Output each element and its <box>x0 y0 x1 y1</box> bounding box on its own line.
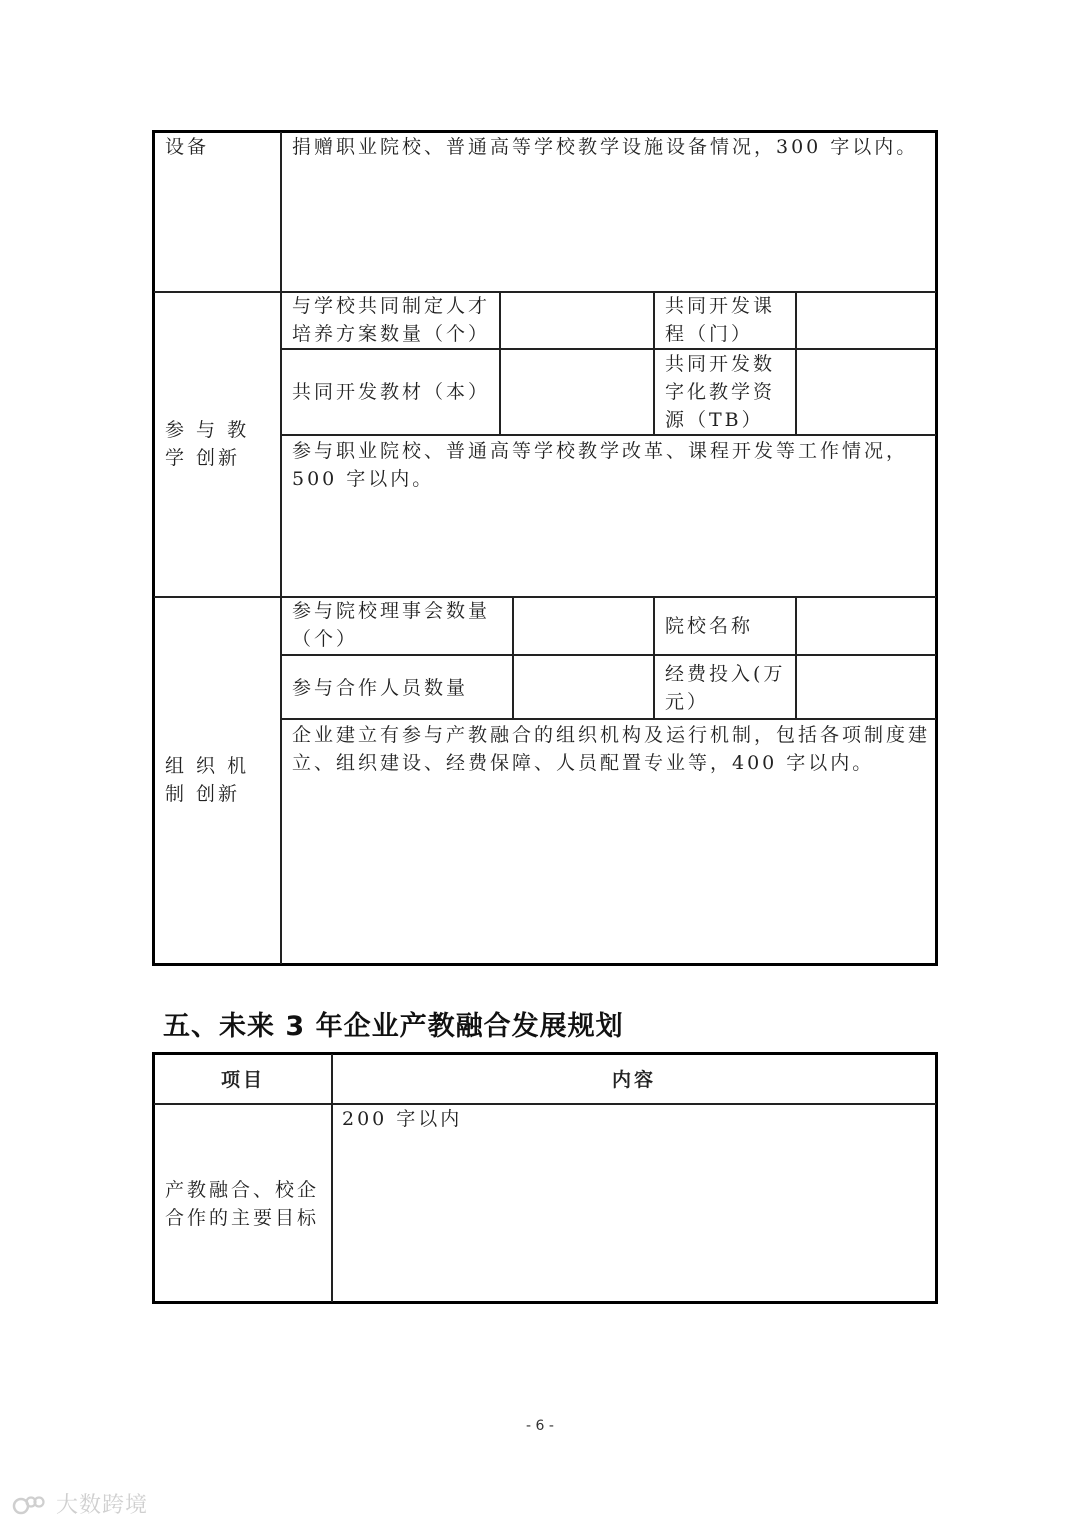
school-name-label: 院校名称 <box>665 615 754 637</box>
equipment-label: 设备 <box>165 136 210 158</box>
watermark <box>12 1488 148 1519</box>
teaching-plan-count-label: 与学校共同制定人才培养方案数量（个） <box>292 295 491 345</box>
council-count-label: 参与院校理事会数量（个） <box>292 600 491 650</box>
staff-count-value[interactable] <box>514 656 652 717</box>
goal-content: 200 字以内 <box>342 1108 463 1130</box>
course-count-value[interactable] <box>797 293 933 347</box>
teaching-plan-count-value[interactable] <box>501 293 651 347</box>
section-heading: 五、未来 3 年企业产教融合发展规划 <box>163 1011 624 1042</box>
column-header-item: 项目 <box>220 1069 265 1091</box>
digital-resource-label: 共同开发数字化教学资源（TB） <box>665 353 776 431</box>
textbook-count-label: 共同开发教材（本） <box>292 381 491 403</box>
org-content: 企业建立有参与产教融合的组织机构及运行机制，包括各项制度建立、组织建设、经费保障、人员配置专业等，400 字以内。 <box>292 724 931 774</box>
equipment-content: 捐赠职业院校、普通高等学校教学设施设备情况，300 字以内。 <box>292 136 919 158</box>
school-name-value[interactable] <box>797 598 933 653</box>
watermark-logo-icon <box>12 1493 46 1519</box>
digital-resource-value[interactable] <box>797 350 933 433</box>
column-header-content: 内容 <box>611 1069 656 1091</box>
goal-label: 产教融合、校企合作的主要目标 <box>165 1179 320 1229</box>
textbook-count-value[interactable] <box>501 350 651 433</box>
org-label: 组 织 机 制 创新 <box>165 755 250 805</box>
teaching-label: 参 与 教 学 创新 <box>165 419 250 469</box>
council-count-value[interactable] <box>514 598 652 653</box>
page-number: - 6 - <box>526 1418 554 1434</box>
watermark-text: 大数跨境 <box>56 1493 149 1518</box>
staff-count-label: 参与合作人员数量 <box>292 677 469 699</box>
teaching-content: 参与职业院校、普通高等学校教学改革、课程开发等工作情况， 500 字以内。 <box>292 440 909 490</box>
funding-label: 经费投入(万元） <box>665 663 786 713</box>
funding-value[interactable] <box>797 656 933 717</box>
course-count-label: 共同开发课程（门） <box>665 295 776 345</box>
